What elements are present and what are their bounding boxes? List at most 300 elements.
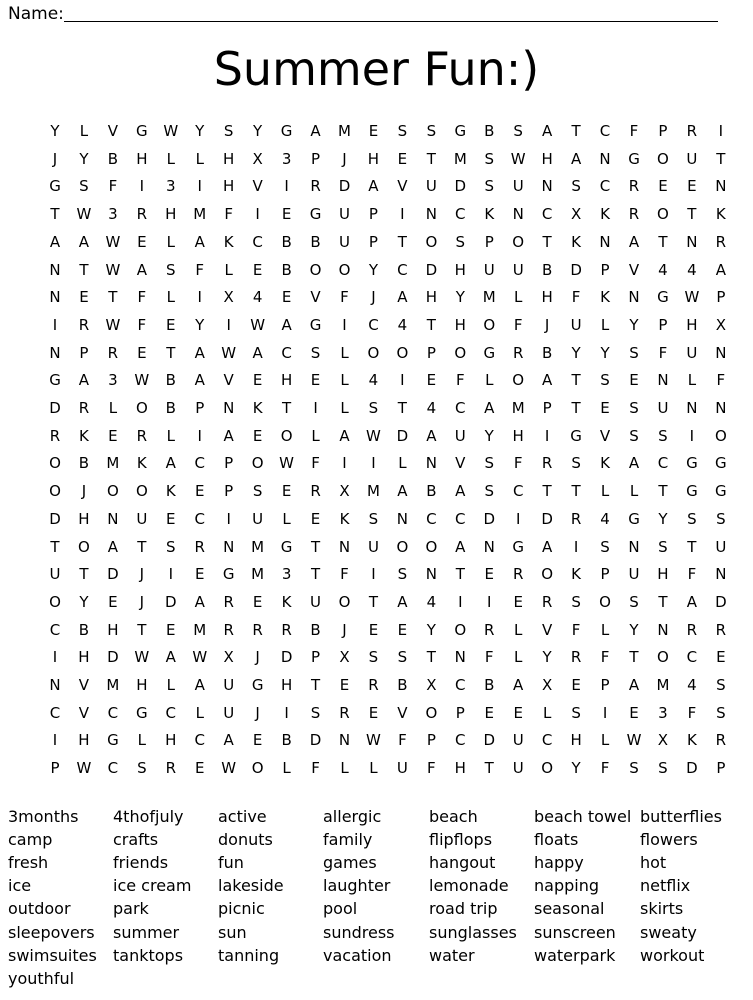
grid-letter: U bbox=[512, 260, 524, 279]
grid-letter: R bbox=[570, 648, 582, 667]
word-list-item: happy bbox=[534, 853, 584, 873]
grid-letter: K bbox=[600, 288, 610, 307]
grid-letter: C bbox=[541, 731, 553, 750]
grid-letter: W bbox=[626, 731, 642, 750]
grid-letter: 3 bbox=[658, 703, 668, 722]
grid-letter: R bbox=[49, 426, 61, 445]
grid-letter: T bbox=[571, 399, 581, 417]
grid-letter: H bbox=[570, 731, 582, 750]
grid-letter: S bbox=[397, 565, 408, 584]
grid-letter: 4 bbox=[687, 676, 697, 694]
grid-letter: N bbox=[338, 537, 351, 556]
grid-letter: I bbox=[313, 399, 318, 417]
grid-letter: S bbox=[310, 703, 321, 722]
grid-letter: S bbox=[716, 703, 726, 722]
grid-letter: G bbox=[454, 122, 467, 140]
grid-letter: O bbox=[657, 149, 669, 168]
grid-letter: J bbox=[371, 288, 376, 307]
grid-letter: A bbox=[194, 371, 205, 390]
grid-letter: O bbox=[135, 482, 148, 501]
grid-letter: B bbox=[541, 260, 553, 279]
grid-letter: M bbox=[251, 565, 265, 584]
grid-letter: E bbox=[281, 288, 292, 307]
grid-letter: F bbox=[137, 315, 147, 334]
grid-letter: T bbox=[426, 648, 436, 667]
grid-letter: G bbox=[309, 315, 322, 334]
grid-letter: I bbox=[487, 592, 492, 611]
grid-letter: N bbox=[483, 537, 495, 556]
grid-letter: A bbox=[715, 260, 726, 279]
grid-letter: X bbox=[570, 205, 582, 224]
grid-letter: A bbox=[570, 149, 582, 168]
word-list-item: netflix bbox=[640, 876, 691, 896]
grid-letter: W bbox=[250, 315, 266, 334]
grid-letter: I bbox=[52, 648, 58, 667]
grid-letter: T bbox=[50, 205, 60, 224]
grid-letter: M bbox=[193, 205, 207, 224]
grid-letter: U bbox=[715, 537, 727, 556]
grid-letter: U bbox=[512, 759, 524, 778]
grid-letter: E bbox=[484, 703, 494, 722]
grid-letter: Y bbox=[253, 122, 263, 140]
grid-letter: D bbox=[541, 509, 553, 528]
word-list-item: sleepovers bbox=[8, 922, 95, 942]
grid-letter: E bbox=[195, 759, 205, 778]
grid-letter: S bbox=[223, 122, 234, 140]
grid-letter: N bbox=[49, 676, 61, 694]
grid-letter: C bbox=[281, 343, 292, 362]
grid-letter: L bbox=[629, 482, 639, 501]
grid-letter: 4 bbox=[426, 592, 437, 611]
grid-letter: T bbox=[455, 565, 465, 584]
grid-letter: O bbox=[425, 537, 438, 556]
grid-letter: S bbox=[426, 122, 437, 140]
grid-letter: S bbox=[166, 260, 176, 279]
grid-letter: S bbox=[571, 703, 581, 722]
grid-letter: E bbox=[137, 343, 147, 362]
grid-letter: S bbox=[252, 482, 263, 501]
grid-letter: E bbox=[252, 371, 263, 390]
grid-letter: T bbox=[542, 232, 552, 251]
grid-letter: D bbox=[49, 509, 61, 528]
word-list-item: camp bbox=[8, 830, 53, 850]
grid-letter: C bbox=[426, 509, 437, 528]
grid-letter: A bbox=[194, 676, 205, 694]
grid-letter: T bbox=[137, 537, 147, 556]
grid-letter: T bbox=[310, 565, 321, 584]
grid-letter: O bbox=[280, 426, 293, 445]
word-list-item: friends bbox=[113, 853, 169, 873]
grid-letter: F bbox=[195, 260, 205, 279]
grid-letter: A bbox=[194, 343, 205, 362]
grid-letter: E bbox=[426, 371, 437, 390]
grid-letter: N bbox=[599, 149, 611, 168]
grid-letter: O bbox=[483, 315, 496, 334]
grid-letter: N bbox=[107, 509, 119, 528]
grid-letter: 4 bbox=[600, 509, 610, 528]
grid-letter: H bbox=[280, 371, 293, 390]
grid-letter: A bbox=[78, 371, 90, 390]
grid-letter: I bbox=[342, 454, 347, 473]
grid-letter: S bbox=[716, 676, 726, 694]
grid-letter: R bbox=[628, 177, 640, 196]
grid-letter: H bbox=[78, 509, 90, 528]
grid-letter: J bbox=[255, 648, 260, 667]
word-list-item: sunglasses bbox=[429, 922, 517, 942]
grid-letter: P bbox=[426, 731, 436, 750]
grid-letter: Y bbox=[600, 343, 610, 362]
grid-letter: E bbox=[368, 703, 379, 722]
grid-letter: E bbox=[513, 592, 523, 611]
word-list-item: crafts bbox=[113, 830, 159, 850]
grid-letter: P bbox=[658, 122, 668, 140]
grid-letter: P bbox=[455, 703, 465, 722]
page-title: Summer Fun:) bbox=[213, 42, 540, 96]
grid-letter: C bbox=[599, 177, 611, 196]
grid-letter: P bbox=[368, 232, 378, 251]
grid-letter: G bbox=[136, 122, 148, 140]
grid-letter: K bbox=[252, 399, 263, 417]
grid-letter: P bbox=[79, 343, 89, 362]
grid-letter: L bbox=[195, 703, 204, 722]
word-list-item: hot bbox=[640, 853, 667, 873]
word-list-item: butterflies bbox=[640, 807, 722, 826]
grid-letter: F bbox=[311, 454, 320, 473]
grid-letter: F bbox=[311, 759, 320, 778]
grid-letter: R bbox=[686, 620, 698, 639]
grid-letter: J bbox=[81, 482, 87, 501]
word-list-item: napping bbox=[534, 876, 599, 896]
grid-letter: A bbox=[165, 648, 176, 667]
grid-letter: 4 bbox=[658, 260, 668, 279]
name-label: Name: bbox=[8, 4, 64, 24]
grid-letter: F bbox=[427, 759, 436, 778]
grid-letter: S bbox=[716, 509, 726, 528]
word-list-item: sundress bbox=[323, 922, 395, 942]
grid-letter: E bbox=[166, 509, 176, 528]
grid-letter: N bbox=[715, 565, 727, 584]
grid-letter: U bbox=[483, 260, 495, 279]
grid-letter: T bbox=[571, 371, 581, 390]
grid-letter: T bbox=[484, 759, 494, 778]
grid-letter: G bbox=[686, 454, 698, 473]
grid-letter: C bbox=[455, 731, 466, 750]
grid-letter: 4 bbox=[426, 399, 437, 417]
grid-letter: C bbox=[657, 454, 669, 473]
grid-letter: R bbox=[541, 592, 553, 611]
grid-letter: B bbox=[484, 122, 495, 140]
grid-letter: W bbox=[105, 232, 121, 251]
grid-letter: Y bbox=[484, 426, 494, 445]
grid-letter: L bbox=[369, 759, 378, 778]
grid-letter: L bbox=[166, 288, 175, 307]
word-list-item: workout bbox=[640, 945, 705, 965]
grid-letter: F bbox=[484, 648, 494, 667]
grid-letter: C bbox=[252, 232, 263, 251]
grid-letter: S bbox=[600, 537, 610, 556]
grid-letter: Y bbox=[426, 620, 436, 639]
grid-letter: U bbox=[339, 232, 350, 251]
grid-letter: O bbox=[78, 537, 90, 556]
grid-letter: K bbox=[571, 232, 582, 251]
grid-letter: R bbox=[194, 537, 205, 556]
grid-letter: R bbox=[136, 426, 148, 445]
word-list-item: beach towel bbox=[534, 807, 632, 826]
grid-letter: F bbox=[340, 565, 349, 584]
grid-letter: H bbox=[78, 731, 90, 750]
grid-letter: A bbox=[455, 482, 466, 501]
grid-letter: O bbox=[425, 703, 438, 722]
grid-letter: I bbox=[458, 592, 463, 611]
grid-letter: F bbox=[455, 371, 465, 390]
grid-letter: T bbox=[658, 592, 668, 611]
grid-letter: L bbox=[340, 399, 349, 417]
word-list-item: outdoor bbox=[8, 899, 71, 919]
grid-letter: T bbox=[282, 399, 292, 417]
grid-letter: E bbox=[571, 676, 581, 694]
grid-letter: T bbox=[426, 315, 436, 334]
grid-letter: N bbox=[686, 232, 698, 251]
grid-letter: Y bbox=[658, 509, 668, 528]
word-list-item: flipflops bbox=[429, 830, 493, 850]
grid-letter: L bbox=[282, 509, 291, 528]
grid-letter: N bbox=[425, 565, 437, 584]
grid-letter: Y bbox=[79, 592, 89, 611]
grid-letter: E bbox=[397, 620, 408, 639]
grid-letter: U bbox=[425, 177, 437, 196]
word-list-item: donuts bbox=[218, 830, 273, 850]
grid-letter: A bbox=[194, 232, 205, 251]
grid-letter: L bbox=[485, 371, 494, 390]
grid-letter: Y bbox=[79, 149, 89, 168]
grid-letter: R bbox=[310, 482, 321, 501]
grid-letter: K bbox=[79, 426, 89, 445]
grid-letter: R bbox=[223, 620, 234, 639]
grid-letter: H bbox=[165, 205, 177, 224]
grid-letter: O bbox=[251, 759, 264, 778]
grid-letter: K bbox=[165, 482, 176, 501]
grid-letter: H bbox=[280, 676, 293, 694]
grid-letter: R bbox=[339, 703, 350, 722]
grid-letter: I bbox=[342, 315, 347, 334]
grid-letter: W bbox=[366, 426, 381, 445]
grid-letter: A bbox=[165, 454, 176, 473]
grid-letter: V bbox=[107, 122, 119, 140]
grid-letter: V bbox=[78, 703, 90, 722]
grid-letter: R bbox=[252, 620, 263, 639]
grid-letter: R bbox=[78, 315, 90, 334]
grid-letter: E bbox=[368, 122, 379, 140]
grid-letter: P bbox=[426, 343, 436, 362]
grid-letter: O bbox=[657, 205, 669, 224]
grid-letter: R bbox=[512, 343, 524, 362]
word-list-item: park bbox=[113, 899, 149, 919]
grid-letter: K bbox=[600, 454, 610, 473]
grid-letter: T bbox=[397, 399, 407, 417]
grid-letter: 4 bbox=[252, 288, 263, 307]
grid-letter: J bbox=[139, 592, 145, 611]
grid-letter: U bbox=[454, 426, 466, 445]
grid-letter: D bbox=[686, 759, 698, 778]
grid-letter: E bbox=[195, 482, 205, 501]
grid-letter: L bbox=[166, 232, 175, 251]
grid-letter: L bbox=[340, 371, 349, 390]
word-list-item: tanning bbox=[218, 945, 280, 965]
word-list-item: active bbox=[218, 807, 267, 826]
grid-letter: D bbox=[483, 509, 496, 528]
grid-letter: E bbox=[281, 205, 292, 224]
grid-letter: X bbox=[223, 648, 234, 667]
grid-letter: S bbox=[571, 177, 581, 196]
grid-letter: F bbox=[513, 315, 523, 334]
grid-letter: P bbox=[600, 676, 610, 694]
grid-letter: R bbox=[107, 343, 119, 362]
grid-letter: 3 bbox=[108, 205, 118, 224]
grid-letter: U bbox=[512, 731, 524, 750]
grid-letter: B bbox=[310, 620, 321, 639]
grid-letter: H bbox=[107, 620, 119, 639]
grid-letter: G bbox=[715, 454, 727, 473]
grid-letter: F bbox=[571, 620, 581, 639]
grid-letter: O bbox=[49, 592, 61, 611]
word-list-item: road trip bbox=[429, 899, 498, 919]
grid-letter: N bbox=[223, 537, 235, 556]
word-list-item: skirts bbox=[640, 899, 684, 919]
grid-letter: U bbox=[339, 205, 350, 224]
grid-letter: E bbox=[108, 592, 118, 611]
grid-letter: O bbox=[396, 343, 409, 362]
grid-letter: H bbox=[454, 260, 466, 279]
grid-letter: U bbox=[223, 703, 235, 722]
grid-letter: W bbox=[192, 648, 208, 667]
grid-letter: N bbox=[541, 177, 553, 196]
grid-letter: U bbox=[570, 315, 582, 334]
grid-letter: E bbox=[137, 232, 147, 251]
grid-letter: S bbox=[397, 122, 408, 140]
grid-letter: G bbox=[483, 343, 496, 362]
word-list-item: 3months bbox=[8, 807, 79, 826]
grid-letter: E bbox=[252, 592, 263, 611]
grid-letter: T bbox=[716, 149, 726, 168]
grid-letter: L bbox=[542, 703, 552, 722]
grid-letter: X bbox=[426, 676, 437, 694]
grid-letter: H bbox=[223, 149, 235, 168]
grid-letter: S bbox=[137, 759, 147, 778]
grid-letter: F bbox=[629, 122, 639, 140]
grid-letter: D bbox=[454, 177, 467, 196]
grid-letter: S bbox=[658, 426, 668, 445]
grid-letter: O bbox=[657, 648, 669, 667]
grid-letter: E bbox=[629, 371, 639, 390]
grid-letter: G bbox=[136, 703, 148, 722]
grid-letter: B bbox=[78, 454, 90, 473]
grid-letter: T bbox=[687, 537, 697, 556]
grid-letter: A bbox=[397, 482, 408, 501]
grid-letter: O bbox=[338, 260, 351, 279]
word-list-item: tanktops bbox=[113, 945, 184, 965]
grid-letter: J bbox=[342, 620, 347, 639]
grid-letter: E bbox=[600, 399, 610, 417]
grid-letter: V bbox=[397, 703, 408, 722]
grid-letter: E bbox=[166, 315, 176, 334]
grid-letter: T bbox=[687, 205, 697, 224]
grid-letter: T bbox=[137, 620, 147, 639]
grid-letter: C bbox=[368, 315, 379, 334]
grid-letter: S bbox=[571, 592, 581, 611]
grid-letter: R bbox=[165, 759, 177, 778]
grid-letter: H bbox=[454, 759, 466, 778]
grid-letter: A bbox=[686, 592, 698, 611]
grid-letter: V bbox=[78, 676, 90, 694]
grid-letter: T bbox=[166, 343, 176, 362]
grid-letter: U bbox=[252, 509, 264, 528]
grid-letter: M bbox=[193, 620, 207, 639]
grid-letter: U bbox=[512, 177, 524, 196]
word-list-item: vacation bbox=[323, 945, 392, 965]
grid-letter: A bbox=[281, 315, 292, 334]
grid-letter: N bbox=[425, 454, 437, 473]
grid-letter: A bbox=[49, 232, 61, 251]
grid-letter: P bbox=[311, 149, 321, 168]
grid-letter: V bbox=[542, 620, 553, 639]
name-line bbox=[64, 21, 718, 22]
grid-letter: Y bbox=[455, 288, 465, 307]
grid-letter: T bbox=[571, 482, 581, 501]
grid-letter: V bbox=[223, 371, 234, 390]
grid-letter: U bbox=[657, 399, 669, 417]
grid-letter: S bbox=[513, 122, 523, 140]
grid-letter: X bbox=[542, 676, 553, 694]
grid-letter: O bbox=[512, 371, 525, 390]
grid-letter: I bbox=[255, 205, 260, 224]
grid-letter: U bbox=[628, 565, 640, 584]
grid-letter: L bbox=[166, 676, 175, 694]
grid-letter: E bbox=[252, 260, 263, 279]
grid-letter: X bbox=[252, 149, 263, 168]
grid-letter: W bbox=[134, 371, 150, 390]
grid-letter: W bbox=[163, 122, 179, 140]
grid-letter: O bbox=[309, 260, 322, 279]
grid-letter: M bbox=[482, 288, 496, 307]
grid-letter: F bbox=[600, 648, 610, 667]
grid-letter: H bbox=[367, 149, 380, 168]
grid-letter: P bbox=[600, 565, 610, 584]
word-list-item: beach bbox=[429, 807, 478, 826]
grid-letter: 3 bbox=[108, 371, 118, 390]
word-list-item: flowers bbox=[640, 830, 698, 850]
grid-letter: K bbox=[484, 205, 495, 224]
grid-letter: N bbox=[657, 620, 669, 639]
grid-letter: P bbox=[311, 648, 321, 667]
grid-letter: R bbox=[78, 399, 90, 417]
word-list-item: hangout bbox=[429, 853, 496, 873]
word-list-item: pool bbox=[323, 899, 358, 919]
grid-letter: E bbox=[252, 426, 263, 445]
grid-letter: S bbox=[658, 759, 668, 778]
word-list-item: fresh bbox=[8, 853, 49, 873]
grid-letter: E bbox=[310, 371, 321, 390]
grid-letter: P bbox=[50, 759, 60, 778]
word-list-item: water bbox=[429, 945, 475, 965]
grid-letter: N bbox=[512, 205, 524, 224]
grid-letter: N bbox=[49, 288, 61, 307]
grid-letter: M bbox=[453, 149, 467, 168]
grid-letter: A bbox=[339, 426, 350, 445]
letter-grid bbox=[42, 121, 727, 786]
grid-letter: A bbox=[397, 288, 408, 307]
grid-letter: N bbox=[49, 260, 61, 279]
grid-letter: X bbox=[715, 315, 726, 334]
